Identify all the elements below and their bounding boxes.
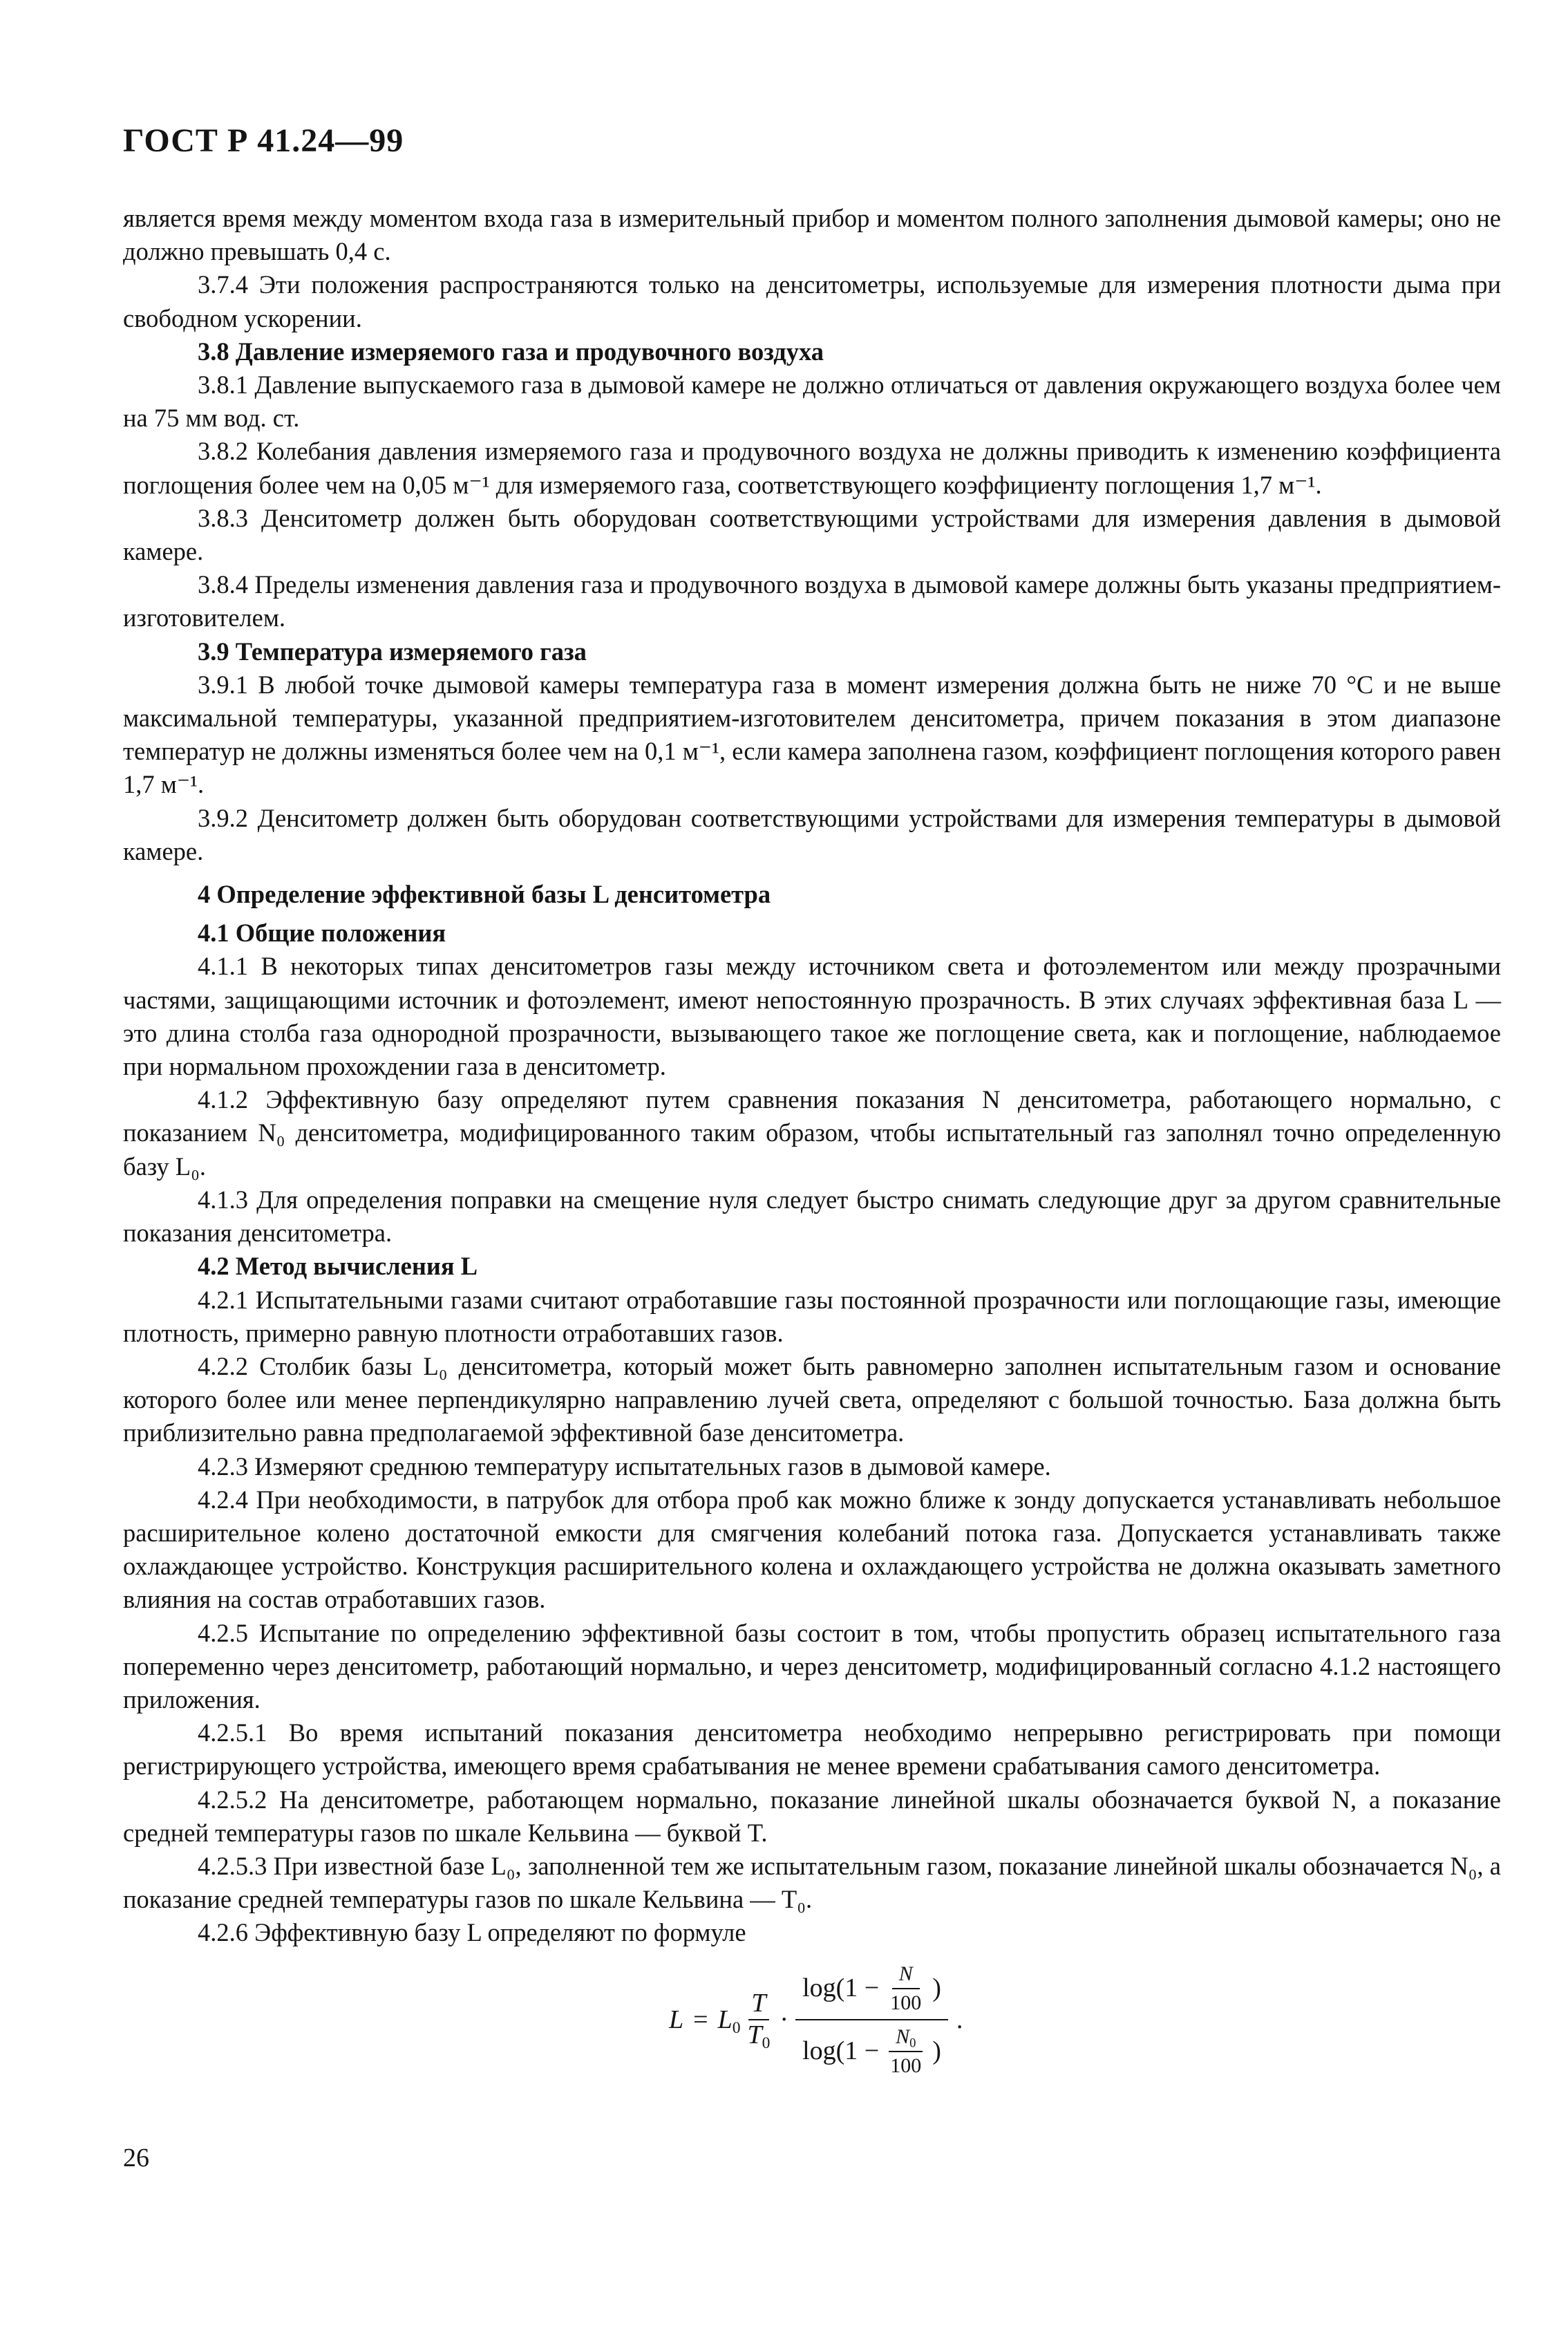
- formula-close-paren: ): [932, 2036, 941, 2065]
- paragraph: 4.2.1 Испытательными газами считают отработавшие газы постоянной прозрачности или поглощающие газы, имеющие плотность, примерно равную плотности отработавших газов.: [123, 1285, 1501, 1347]
- formula-equals: =: [693, 2005, 708, 2034]
- formula-period: .: [956, 2005, 963, 2034]
- paragraph: 4.2.4 При необходимости, в патрубок для отбора проб как можно ближе к зонду допускается устанавливать небольшое расширительное колено достаточной емкости для смягчения колебаний потока газа. Допускается устанавливать также охлаждающее устройство. Конструкция расширительного колена и охлаждающего устройства не должна оказывать заметного влияния на состав отработавших газов.: [123, 1485, 1501, 1614]
- paragraph: 3.7.4 Эти положения распространяются только на денситометры, используемые для измерения плотности дыма при свободном ускорении.: [123, 270, 1501, 332]
- formula-n: N: [898, 1962, 913, 1985]
- paragraph: 4.1.1 В некоторых типах денситометров газы между источником света и фотоэлементом или между прозрачными частями, защищающими источник и фотоэлемент, имеют непостоянную прозрачность. В этих случаях эффективная база L — это длина столба газа однородной прозрачности, вызывающего такое же поглощение света, как и поглощение, наблюдаемое при нормальном прохождении газа в денситометр.: [123, 952, 1501, 1081]
- formula-n0-over-100: [883, 2023, 928, 2079]
- effective-base-formula: [669, 1958, 963, 2082]
- formula-l0: [717, 2005, 741, 2038]
- paragraph: 4.2.2 Столбик базы L₀ денситометра, который может быть равномерно заполнен испытательным газом и основание которого более или менее перпендикулярно направлению лучей света, определяют с большой точностью. База должна быть приблизительно равна предполагаемой эффективной базе денситометра.: [123, 1351, 1501, 1447]
- section-heading: 4.1 Общие положения: [198, 919, 446, 948]
- formula-n0-letter: N: [896, 2025, 910, 2048]
- formula-dot: ·: [780, 2005, 789, 2034]
- paragraph: 4.1.2 Эффективную базу определяют путем сравнения показания N денситометра, работающего нормально, с показанием N₀ денситометра, модифицированного таким образом, чтобы испытательный газ заполнял точно определенную базу L₀.: [123, 1085, 1501, 1181]
- paragraph: 4.2.5.1 Во время испытаний показания денситометра необходимо непрерывно регистрировать при помощи регистрирующего устройства, имеющего время срабатывания не менее времени срабатывания самого денситометра.: [123, 1718, 1501, 1781]
- formula-n0-subscript: 0: [909, 2036, 916, 2051]
- formula-l0-letter: L: [717, 2005, 733, 2034]
- chapter-heading: 4 Определение эффективной базы L денситометра: [198, 880, 771, 909]
- paragraph: 4.2.5.3 При известной базе L₀, заполненной тем же испытательным газом, показание линейной шкалы обозначается N₀, а показание средней температуры газов по шкале Кельвина — T₀.: [123, 1851, 1501, 1914]
- formula-t: T: [751, 1989, 766, 2018]
- paragraph: 3.8.2 Колебания давления измеряемого газа и продувочного воздуха не должны приводить к изменению коэффициента поглощения более чем на 0,05 м⁻¹ для измеряемого газа, соответствующего коэффициенту поглощения 1,7 м⁻¹.: [123, 437, 1501, 499]
- formula-hundred: 100: [890, 1991, 922, 2014]
- document-body: [123, 202, 1501, 1950]
- formula-lhs: L: [669, 2005, 684, 2034]
- section-heading: 3.8 Давление измеряемого газа и продувочного воздуха: [198, 337, 824, 366]
- section-heading: 4.2 Метод вычисления L: [198, 1252, 478, 1281]
- paragraph: 4.2.5.2 На денситометре, работающем нормально, показание линейной шкалы обозначается буквой N, а показание средней температуры газов по шкале Кельвина — буквой T.: [123, 1785, 1501, 1847]
- formula-t0-subscript: 0: [762, 2034, 771, 2053]
- section-heading: 3.9 Температура измеряемого газа: [198, 637, 587, 666]
- paragraph: 4.2.5 Испытание по определению эффективной базы состоит в том, чтобы пропустить образец испытательного газа попеременно через денситометр, работающий нормально, и через денситометр, модифицированный согласно 4.1.2 настоящего приложения.: [123, 1618, 1501, 1714]
- formula-temperature-ratio: [745, 1989, 773, 2053]
- paragraph: 3.8.1 Давление выпускаемого газа в дымовой камере не должно отличаться от давления окружающего воздуха более чем на 75 мм вод. ст.: [123, 370, 1501, 433]
- paragraph: 3.9.1 В любой точке дымовой камеры температура газа в момент измерения должна быть не ниже 70 °С и не выше максимальной температуры, указанной предприятием-изготовителем денситометра, причем показания в этом диапазоне температур не должны изменяться более чем на 0,1 м⁻¹, если камера заполнена газом, коэффициент поглощения которого равен 1,7 м⁻¹.: [123, 670, 1501, 799]
- formula-close-paren: ): [932, 1973, 941, 2002]
- paragraph: 3.8.4 Пределы изменения давления газа и продувочного воздуха в дымовой камере должны быть указаны предприятием-изготовителем.: [123, 570, 1501, 632]
- paragraph: 4.1.3 Для определения поправки на смещение нуля следует быстро снимать следующие друг за другом сравнительные показания денситометра.: [123, 1185, 1501, 1248]
- formula-log-numerator-prefix: log(1 −: [802, 1973, 880, 2002]
- formula-hundred: 100: [890, 2054, 922, 2077]
- paragraph: является время между моментом входа газа в измерительный прибор и моментом полного заполнения дымовой камеры; оно не должно превышать 0,4 с.: [123, 204, 1501, 266]
- paragraph: 3.8.3 Денситометр должен быть оборудован соответствующими устройствами для измерения давления в дымовой камере.: [123, 503, 1501, 566]
- paragraph: 4.2.3 Измеряют среднюю температуру испытательных газов в дымовой камере.: [198, 1452, 1051, 1481]
- formula-l0-subscript: 0: [732, 2019, 741, 2038]
- formula-n-over-100: [883, 1960, 928, 2016]
- paragraph: 3.9.2 Денситометр должен быть оборудован соответствующими устройствами для измерения температуры в дымовой камере.: [123, 803, 1501, 865]
- page-number: 26: [123, 2143, 149, 2172]
- formula-log-denominator-prefix: log(1 −: [802, 2036, 880, 2065]
- paragraph: 4.2.6 Эффективную базу L определяют по формуле: [198, 1918, 746, 1947]
- formula-log-ratio: [795, 1958, 948, 2082]
- document-header: ГОСТ Р 41.24—99: [123, 122, 404, 159]
- formula-t0-letter: T: [747, 2020, 762, 2049]
